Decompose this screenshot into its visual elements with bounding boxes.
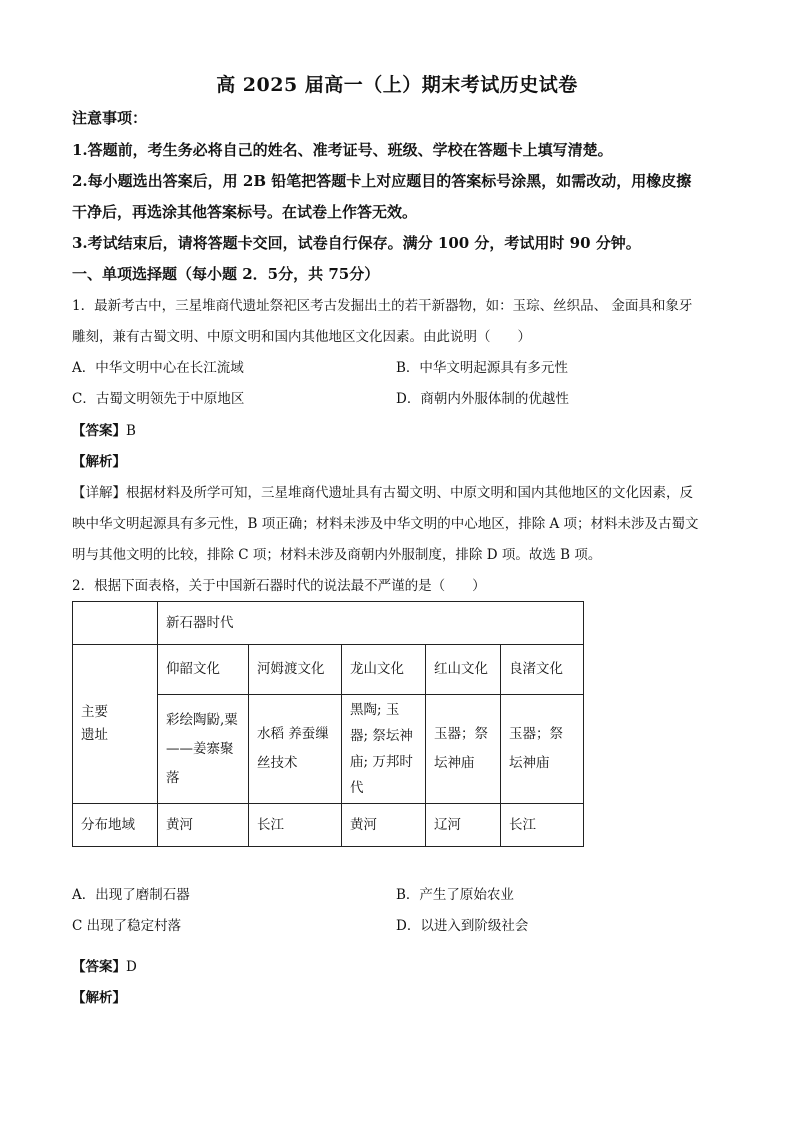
table-era-header: 新石器时代 <box>158 602 584 645</box>
notice-item-3: 3.考试结束后，请将答题卡交回，试卷自行保存。满分 100 分，考试用时 90 分钟。 <box>72 234 641 252</box>
table-culture-liangzhu: 良渚文化 <box>501 645 584 695</box>
notice-item-1: 1.答题前，考生务必将自己的姓名、准考证号、班级、学校在答题卡上填写清楚。 <box>72 141 613 159</box>
q1-stem-line-2: 雕刻，兼有古蜀文明、中原文明和国内其他地区文化因素。由此说明（ ） <box>72 329 531 345</box>
table-corner-cell <box>73 602 158 645</box>
exam-title: 高 2025 届高一（上）期末考试历史试卷 <box>216 74 578 96</box>
notice-item-2: 2.每小题选出答案后，用 2B 铅笔把答题卡上对应题目的答案标号涂黑，如需改动，用橡皮擦 <box>72 172 692 190</box>
table-sites-hongshan: 玉器；祭坛神庙 <box>426 695 501 804</box>
q2-option-d: D．以进入到阶级社会 <box>396 918 529 934</box>
q2-option-c: C 出现了稳定村落 <box>72 918 182 934</box>
table-region-hongshan: 辽河 <box>426 804 501 847</box>
q1-stem-line-1: 1．最新考古中，三星堆商代遗址祭祀区考古发掘出土的若干新器物，如：玉琮、丝织品、 金面具和象牙 <box>72 298 693 314</box>
table-culture-hongshan: 红山文化 <box>426 645 501 695</box>
table-culture-longshan: 龙山文化 <box>342 645 426 695</box>
table-sites-longshan: 黑陶; 玉器; 祭坛神庙; 万邦时代 <box>342 695 426 804</box>
table-region-longshan: 黄河 <box>342 804 426 847</box>
table-sites-yangshao: 彩绘陶鼢,粟——姜寨聚落 <box>158 695 249 804</box>
table-culture-hemudu: 河姆渡文化 <box>249 645 342 695</box>
table-culture-yangshao: 仰韶文化 <box>158 645 249 695</box>
q1-option-b: B．中华文明起源具有多元性 <box>396 360 568 376</box>
table-sites-hemudu: 水稻 养蚕缫丝技术 <box>249 695 342 804</box>
q1-option-a: A．中华文明中心在长江流域 <box>72 360 244 376</box>
q1-detail-line-3: 明与其他文明的比较，排除 C 项；材料未涉及商朝内外服制度，排除 D 项。故选 B 项。 <box>72 547 602 563</box>
q1-answer-value: B <box>126 423 136 439</box>
q2-stem: 2．根据下面表格，关于中国新石器时代的说法最不严谨的是（ ） <box>72 578 486 594</box>
q1-option-c: C．古蜀文明领先于中原地区 <box>72 391 245 407</box>
table-sites-liangzhu: 玉器；祭坛神庙 <box>501 695 584 804</box>
q1-detail-line-2: 映中华文明起源具有多元性，B 项正确；材料未涉及中华文明的中心地区，排除 A 项；材料未涉及古蜀文 <box>72 516 699 532</box>
q2-answer <box>72 957 137 977</box>
neolithic-table <box>72 601 584 847</box>
table-row-label-region: 分布地域 <box>73 804 158 847</box>
q2-analysis-label: 【解析】 <box>72 990 126 1006</box>
notice-item-2-cont: 干净后，再选涂其他答案标号。在试卷上作答无效。 <box>72 203 418 221</box>
q1-analysis-label: 【解析】 <box>72 454 126 470</box>
table-region-liangzhu: 长江 <box>501 804 584 847</box>
table-row-label-sites: 主要 遗址 <box>73 645 158 804</box>
table-region-hemudu: 长江 <box>249 804 342 847</box>
section-heading: 一、单项选择题（每小题 2．5分，共 75分） <box>72 265 380 283</box>
q1-answer <box>72 421 136 441</box>
q2-option-a: A．出现了磨制石器 <box>72 887 190 903</box>
notice-heading: 注意事项： <box>72 109 148 127</box>
q1-option-d: D．商朝内外服体制的优越性 <box>396 391 569 407</box>
q2-answer-value: D <box>126 959 137 975</box>
q1-answer-label: 【答案】 <box>72 423 126 439</box>
q2-answer-label: 【答案】 <box>72 959 126 975</box>
table-region-yangshao: 黄河 <box>158 804 249 847</box>
q2-option-b: B．产生了原始农业 <box>396 887 514 903</box>
q1-detail-line-1: 【详解】根据材料及所学可知，三星堆商代遗址具有古蜀文明、中原文明和国内其他地区的文化因素，反 <box>72 485 693 501</box>
